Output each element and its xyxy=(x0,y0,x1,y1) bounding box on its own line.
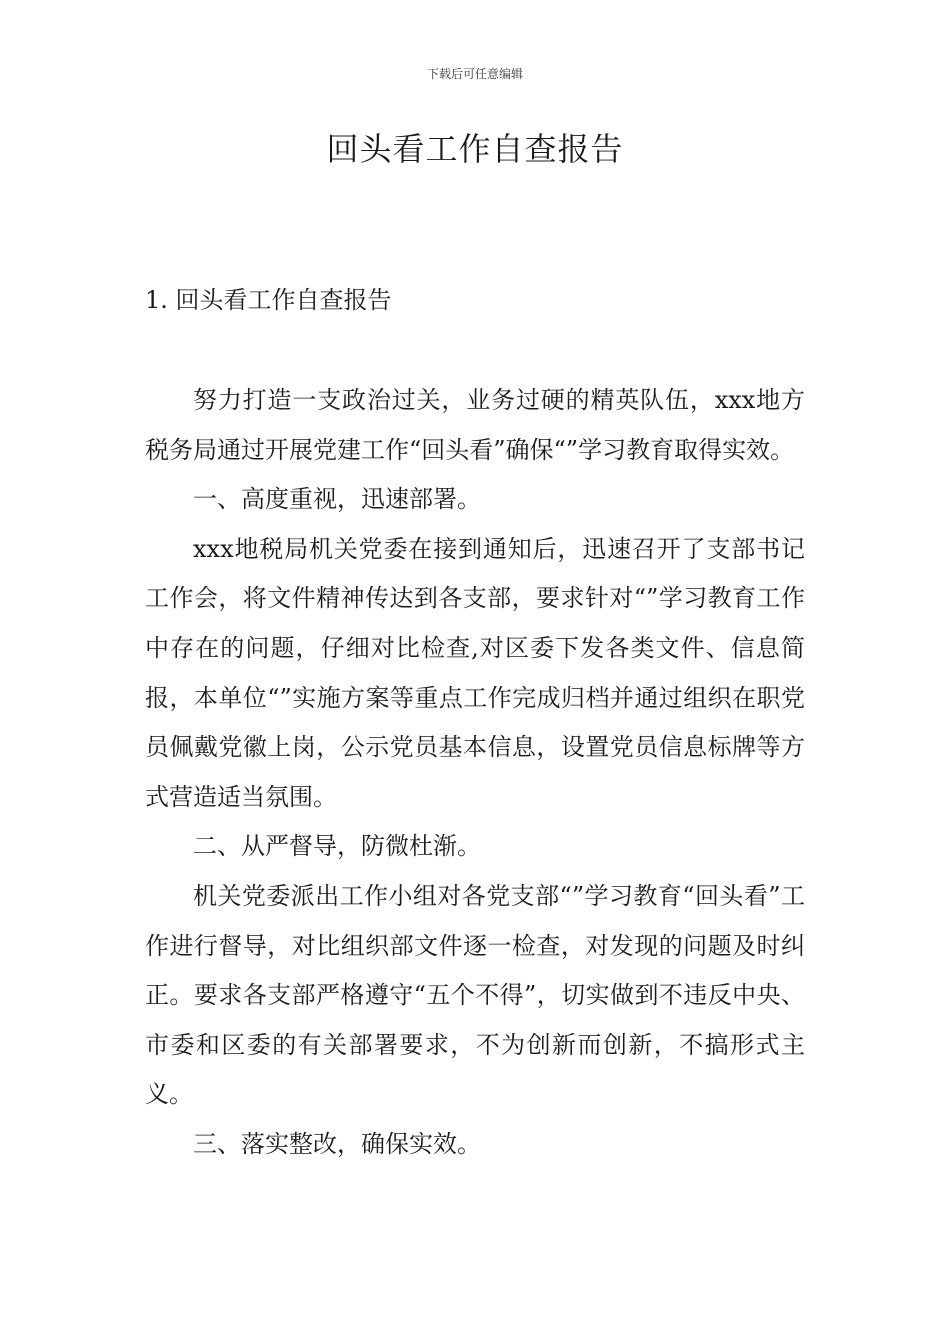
document-body xyxy=(145,376,805,1170)
section-heading: 1. 回头看工作自查报告 xyxy=(145,286,392,314)
paragraph-supervision: 机关党委派出工作小组对各党支部“”学习教育“回头看”工作进行督导，对比组织部文件逐一检查，对发现的问题及时纠正。要求各支部严格遵守“五个不得”，切实做到不违反中央、市委和区委的有关部署要求，不为创新而创新，不搞形式主义。 xyxy=(145,881,805,1109)
paragraph-deployment: xxx地税局机关党委在接到通知后，迅速召开了支部书记工作会，将文件精神传达到各支部，要求针对“”学习教育工作中存在的问题，仔细对比检查,对区委下发各类文件、信息简报，本单位“”实施方案等重点工作完成归档并通过组织在职党员佩戴党徽上岗，公示党员基本信息，设置党员信息标牌等方式营造适当氛围。 xyxy=(145,534,805,811)
paragraph-heading-2: 二、从严督导，防微杜渐。 xyxy=(193,832,481,861)
paragraph-heading-1: 一、高度重视，迅速部署。 xyxy=(193,485,481,514)
paragraph-intro: 努力打造一支政治过关，业务过硬的精英队伍，xxx地方税务局通过开展党建工作“回头看”确保“”学习教育取得实效。 xyxy=(145,386,805,464)
paragraph-heading-3: 三、落实整改，确保实效。 xyxy=(193,1129,481,1158)
page-header: 下载后可任意编辑 xyxy=(426,67,523,81)
document-title: 回头看工作自查报告 xyxy=(326,130,624,168)
